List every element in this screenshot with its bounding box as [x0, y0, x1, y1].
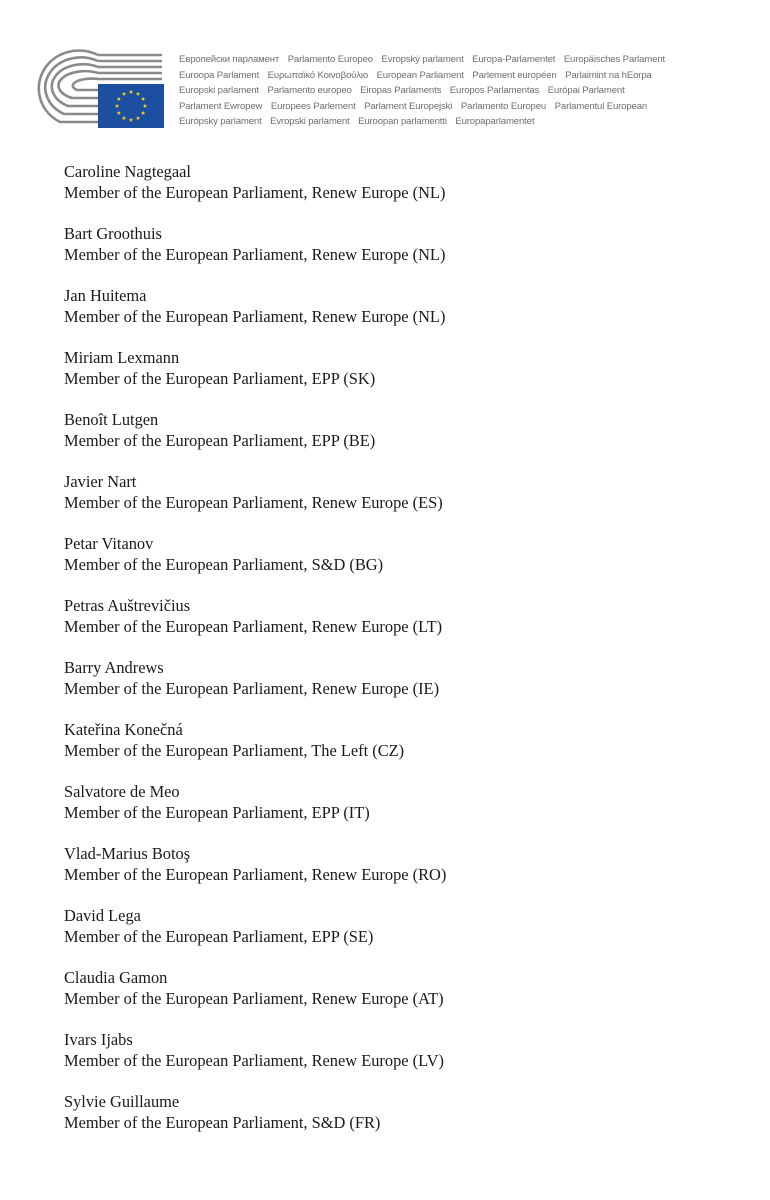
- signatory-name: Sylvie Guillaume: [64, 1092, 180, 1111]
- signatory-name: Caroline Nagtegaal: [64, 162, 191, 181]
- parliament-name: Euroopan parlamentti: [358, 116, 447, 128]
- signatory: [64, 968, 744, 1030]
- parliament-name: Evropský parlament: [381, 54, 464, 65]
- signatory-name: Bart Groothuis: [64, 224, 162, 243]
- signatory: [64, 162, 744, 224]
- signatory: [64, 472, 744, 534]
- signatory: [64, 906, 744, 968]
- language-line: [179, 83, 749, 99]
- parliament-name: Parlement européen: [472, 69, 557, 81]
- signatory-role: Member of the European Parliament, Renew Europe (AT): [64, 988, 444, 1008]
- signatory-name: Petar Vitanov: [64, 534, 154, 553]
- signatory-role: Member of the European Parliament, S&D (FR): [64, 1112, 381, 1132]
- signatory-role: Member of the European Parliament, Renew Europe (RO): [64, 864, 447, 884]
- language-line: [179, 68, 749, 84]
- parliament-name: Parlamento Europeo: [287, 54, 373, 65]
- signatory-role: Member of the European Parliament, Renew Europe (NL): [64, 244, 446, 264]
- parliament-name: Európsky parlament: [179, 116, 262, 128]
- parliament-name: Европейски парламент: [179, 54, 280, 65]
- parliament-name: Europaparlamentet: [455, 116, 535, 128]
- signatory-name: Ivars Ijabs: [64, 1030, 133, 1049]
- letterhead: [22, 46, 752, 130]
- signatory-role: Member of the European Parliament, Renew Europe (ES): [64, 492, 443, 512]
- signatory-role: Member of the European Parliament, Renew Europe (NL): [64, 182, 446, 202]
- signatory-role: Member of the European Parliament, Renew Europe (IE): [64, 678, 440, 698]
- signatory-role: Member of the European Parliament, EPP (BE): [64, 430, 376, 450]
- signatory-role: Member of the European Parliament, EPP (SK): [64, 368, 376, 388]
- language-line: [179, 99, 749, 115]
- parliament-name: Eiropas Parlaments: [360, 85, 442, 97]
- signatory: [64, 720, 744, 782]
- signatory-name: Claudia Gamon: [64, 968, 168, 987]
- signatory: [64, 410, 744, 472]
- parliament-name: Europees Parlement: [270, 100, 356, 112]
- signatory-role: Member of the European Parliament, EPP (IT): [64, 802, 370, 822]
- parliament-name: Parlamento europeo: [267, 85, 352, 97]
- parliament-name: Europäisches Parlament: [563, 54, 666, 65]
- signatory-name: Petras Auštrevičius: [64, 596, 191, 615]
- parliament-name: Europski parlament: [179, 85, 259, 97]
- signatory-list: [64, 162, 744, 1154]
- signatory: [64, 1030, 744, 1092]
- language-line: [179, 114, 749, 130]
- signatory-name: Vlad-Marius Botoş: [64, 844, 191, 863]
- parliament-name: Ευρωπαϊκό Κοινοβούλιο: [267, 69, 369, 81]
- signatory-name: Salvatore de Meo: [64, 782, 180, 801]
- parliament-name: Euroopa Parlament: [179, 69, 260, 81]
- parliament-name: European Parliament: [376, 69, 464, 81]
- signatory: [64, 348, 744, 410]
- signatory-name: Barry Andrews: [64, 658, 164, 677]
- parliament-name: Európai Parlament: [547, 85, 625, 97]
- parliament-name: Europa-Parlamentet: [472, 54, 556, 65]
- parliament-name: Parlament Europejski: [364, 100, 453, 112]
- signatory-name: David Lega: [64, 906, 141, 925]
- signatory: [64, 844, 744, 906]
- signatory-role: Member of the European Parliament, EPP (SE): [64, 926, 374, 946]
- signatory-role: Member of the European Parliament, S&D (BG): [64, 554, 384, 574]
- signatory: [64, 534, 744, 596]
- signatory: [64, 658, 744, 720]
- signatory: [64, 596, 744, 658]
- signatory-name: Kateřina Konečná: [64, 720, 183, 739]
- parliament-name: Parlamento Europeu: [460, 100, 547, 112]
- parliament-name: Parlaimint na hEorpa: [565, 69, 652, 81]
- parliament-name: Parlamentul European: [554, 100, 648, 112]
- signatory-name: Miriam Lexmann: [64, 348, 180, 367]
- signatory: [64, 782, 744, 844]
- european-parliament-logo: [22, 49, 166, 129]
- signatory-name: Jan Huitema: [64, 286, 147, 305]
- signatory-role: Member of the European Parliament, Renew Europe (LT): [64, 616, 443, 636]
- signatory: [64, 1092, 744, 1154]
- parliament-name-translations: [179, 52, 749, 130]
- signatory-role: Member of the European Parliament, Renew Europe (LV): [64, 1050, 444, 1070]
- signatory-name: Javier Nart: [64, 472, 137, 491]
- parliament-name: Parlament Ewropew: [179, 100, 263, 112]
- parliament-name: Evropski parlament: [270, 116, 350, 128]
- signatory-role: Member of the European Parliament, The Left (CZ): [64, 740, 405, 760]
- signatory: [64, 224, 744, 286]
- signatory-name: Benoît Lutgen: [64, 410, 159, 429]
- language-line: [179, 52, 749, 68]
- parliament-name: Europos Parlamentas: [449, 85, 540, 97]
- signatory: [64, 286, 744, 348]
- signatory-role: Member of the European Parliament, Renew Europe (NL): [64, 306, 446, 326]
